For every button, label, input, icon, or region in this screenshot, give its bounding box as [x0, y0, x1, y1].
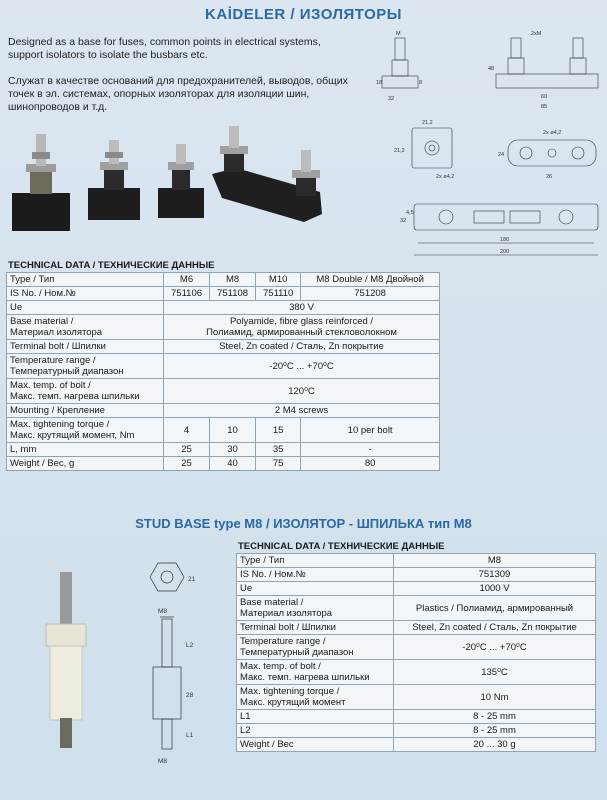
description-ru: Служат в качестве оснований для предохранителей, выводов, общих точек в эл. системах, опорных изоляторах для изоляции шин, шинопроводов и т.д.	[8, 75, 348, 113]
drawing-single-top	[412, 128, 452, 168]
drawing-single-side	[382, 38, 418, 88]
cell-label	[7, 315, 164, 340]
cell-value: 40	[210, 457, 256, 471]
dim-hole: 2x ø4,2	[436, 174, 455, 180]
table-row	[7, 273, 440, 287]
cell-value: 10 Nm	[394, 685, 596, 710]
stud-technical-data-table	[236, 553, 596, 752]
label-line: Max. temp. of bolt /	[10, 380, 91, 391]
label-line: Макс. темп. нагрева шпильки	[240, 672, 370, 683]
cell-m10: M10	[256, 273, 301, 287]
label-line: Макс. крутящий момент, Nm	[10, 430, 135, 441]
cell-value: 4	[164, 418, 210, 443]
cell-value	[164, 315, 440, 340]
table-row	[237, 568, 596, 582]
table-row	[237, 635, 596, 660]
cell-label: IS No. / Ном.№	[237, 568, 394, 582]
cell-label	[237, 685, 394, 710]
table-row	[7, 379, 440, 404]
cell-label: Type / Тип	[237, 554, 394, 568]
label-line: Температурный диапазон	[10, 366, 124, 377]
label-line: Материал изолятора	[10, 327, 103, 338]
cell-label	[7, 418, 164, 443]
dim-4-5: 4,5	[406, 210, 414, 216]
label-line: Max. tightening torque /	[240, 686, 340, 697]
cell-value: 120⁰C	[164, 379, 440, 404]
table-row	[7, 287, 440, 301]
cell-value: 25	[164, 443, 210, 457]
label-line: Temperature range /	[10, 355, 96, 366]
cell-label	[237, 635, 394, 660]
cell-value: 35	[256, 443, 301, 457]
table1-heading: TECHNICAL DATA / ТЕХНИЧЕСКИЕ ДАННЫЕ	[8, 260, 215, 271]
cell-label	[237, 596, 394, 621]
technical-drawings	[378, 28, 603, 268]
cell-m6: M6	[164, 273, 210, 287]
cell-value: -20⁰C ... +70⁰C	[394, 635, 596, 660]
stud-base-drawing	[120, 555, 230, 770]
dim-l2: L2	[186, 642, 194, 649]
label-line: Temperature range /	[240, 636, 326, 647]
cell-label: Mounting / Крепление	[7, 404, 164, 418]
label-line: Max. temp. of bolt /	[240, 661, 321, 672]
dim-m8-bottom: M8	[158, 758, 168, 765]
table-row	[7, 340, 440, 354]
cell-value: 15	[256, 418, 301, 443]
insulator-m8-image	[88, 140, 140, 220]
table-row	[237, 685, 596, 710]
cell-value: 2 M4 screws	[164, 404, 440, 418]
dim-m: M	[396, 31, 401, 37]
drawing-double-top	[508, 140, 596, 166]
technical-data-table	[6, 272, 440, 471]
dim-l1: L1	[186, 732, 194, 739]
cell-value: 751110	[256, 287, 301, 301]
table-row	[237, 660, 596, 685]
table-row	[237, 724, 596, 738]
label-line: Max. tightening torque /	[10, 419, 110, 430]
dim-60: 60	[541, 94, 548, 100]
insulators-photo	[8, 118, 348, 258]
dim-2xm: 2xM	[531, 31, 542, 37]
dim-24: 24	[498, 152, 505, 158]
cell-value: 10 per bolt	[301, 418, 440, 443]
dim-18: 18	[376, 80, 383, 86]
cell-label: IS No. / Ном.№	[7, 287, 164, 301]
drawing-busbar	[414, 204, 598, 255]
cell-value: Steel, Zn coated / Сталь, Zn покрытие	[164, 340, 440, 354]
label-line: Макс. темп. нагрева шпильки	[10, 391, 140, 402]
cell-value: 10	[210, 418, 256, 443]
cell-label: Ue	[7, 301, 164, 315]
cell-label: L1	[237, 710, 394, 724]
page-title: KAİDELER / ИЗОЛЯТОРЫ	[205, 6, 402, 23]
cell-m8-double: M8 Double / M8 Двойной	[301, 273, 440, 287]
dim-21: 21	[188, 576, 196, 583]
cell-value: 751208	[301, 287, 440, 301]
table-row	[7, 354, 440, 379]
insulator-m6-image	[12, 134, 70, 231]
value-line: Полиамид, армированный стекловолокном	[206, 327, 397, 338]
value-line: Polyamide, fibre glass reinforced /	[229, 316, 374, 327]
cell-value: 380 V	[164, 301, 440, 315]
cell-value: 8 - 25 mm	[394, 724, 596, 738]
table-row	[237, 621, 596, 635]
cell-value: M8	[394, 554, 596, 568]
cell-label: Ue	[237, 582, 394, 596]
cell-value: 20 ... 30 g	[394, 738, 596, 752]
insulator-m10-image	[158, 144, 204, 218]
dim-32b: 32	[400, 218, 407, 224]
dim-hole2: 2x ø4,2	[543, 130, 562, 136]
cell-label: Terminal bolt / Шпилки	[237, 621, 394, 635]
dim-180: 180	[500, 237, 510, 243]
table-row	[237, 596, 596, 621]
dim-21-2b: 21,2	[394, 148, 405, 154]
table2-heading: TECHNICAL DATA / ТЕХНИЧЕСКИЕ ДАННЫЕ	[238, 541, 445, 552]
cell-label: Terminal bolt / Шпилки	[7, 340, 164, 354]
table-row	[7, 443, 440, 457]
table-row	[237, 710, 596, 724]
table-row	[7, 404, 440, 418]
dim-26: 26	[546, 174, 553, 180]
cell-value: 751106	[164, 287, 210, 301]
cell-value: 135⁰C	[394, 660, 596, 685]
dim-85: 85	[541, 104, 548, 110]
drawing-double-side	[496, 38, 598, 88]
table-row	[237, 554, 596, 568]
dim-21-2: 21,2	[422, 120, 433, 126]
table-row	[7, 301, 440, 315]
cell-label: Weight / Вес, g	[7, 457, 164, 471]
cell-label	[7, 379, 164, 404]
cell-value: 25	[164, 457, 210, 471]
cell-m8: M8	[210, 273, 256, 287]
description-en: Designed as a base for fuses, common points in electrical systems, support isolators to isolate the busbars etc.	[8, 36, 321, 61]
cell-value: 751309	[394, 568, 596, 582]
label-line: Материал изолятора	[240, 608, 333, 619]
cell-value: 75	[256, 457, 301, 471]
label-line: Температурный диапазон	[240, 647, 354, 658]
cell-value: 80	[301, 457, 440, 471]
label-line: Base material /	[10, 316, 74, 327]
cell-label: Weight / Вес	[237, 738, 394, 752]
dim-8: 8	[419, 80, 423, 86]
dim-28: 28	[186, 692, 194, 699]
cell-value: Steel, Zn coated / Сталь, Zn покрытие	[394, 621, 596, 635]
cell-value: Plastics / Полиамид, армированный	[394, 596, 596, 621]
dim-200: 200	[500, 249, 510, 255]
table-row	[237, 582, 596, 596]
stud-base-photo	[20, 568, 115, 758]
cell-label: Type / Тип	[7, 273, 164, 287]
table-row	[237, 738, 596, 752]
insulator-double-image	[212, 126, 322, 222]
cell-value: -20⁰C ... +70⁰C	[164, 354, 440, 379]
dim-m8-top: M8	[158, 608, 168, 615]
table-row	[7, 418, 440, 443]
cell-label	[237, 660, 394, 685]
cell-value: 8 - 25 mm	[394, 710, 596, 724]
table-row	[7, 457, 440, 471]
cell-value: 751108	[210, 287, 256, 301]
label-line: Макс. крутящий момент	[240, 697, 346, 708]
dim-32: 32	[388, 96, 395, 102]
cell-label: L2	[237, 724, 394, 738]
dim-48: 48	[488, 66, 495, 72]
cell-label: L, mm	[7, 443, 164, 457]
cell-label	[7, 354, 164, 379]
cell-value: 1000 V	[394, 582, 596, 596]
cell-value: -	[301, 443, 440, 457]
label-line: Base material /	[240, 597, 304, 608]
table-row	[7, 315, 440, 340]
hex-outline	[150, 563, 184, 591]
stud-base-title: STUD BASE type M8 / ИЗОЛЯТОР - ШПИЛЬКА тип M8	[135, 516, 472, 531]
cell-value: 30	[210, 443, 256, 457]
